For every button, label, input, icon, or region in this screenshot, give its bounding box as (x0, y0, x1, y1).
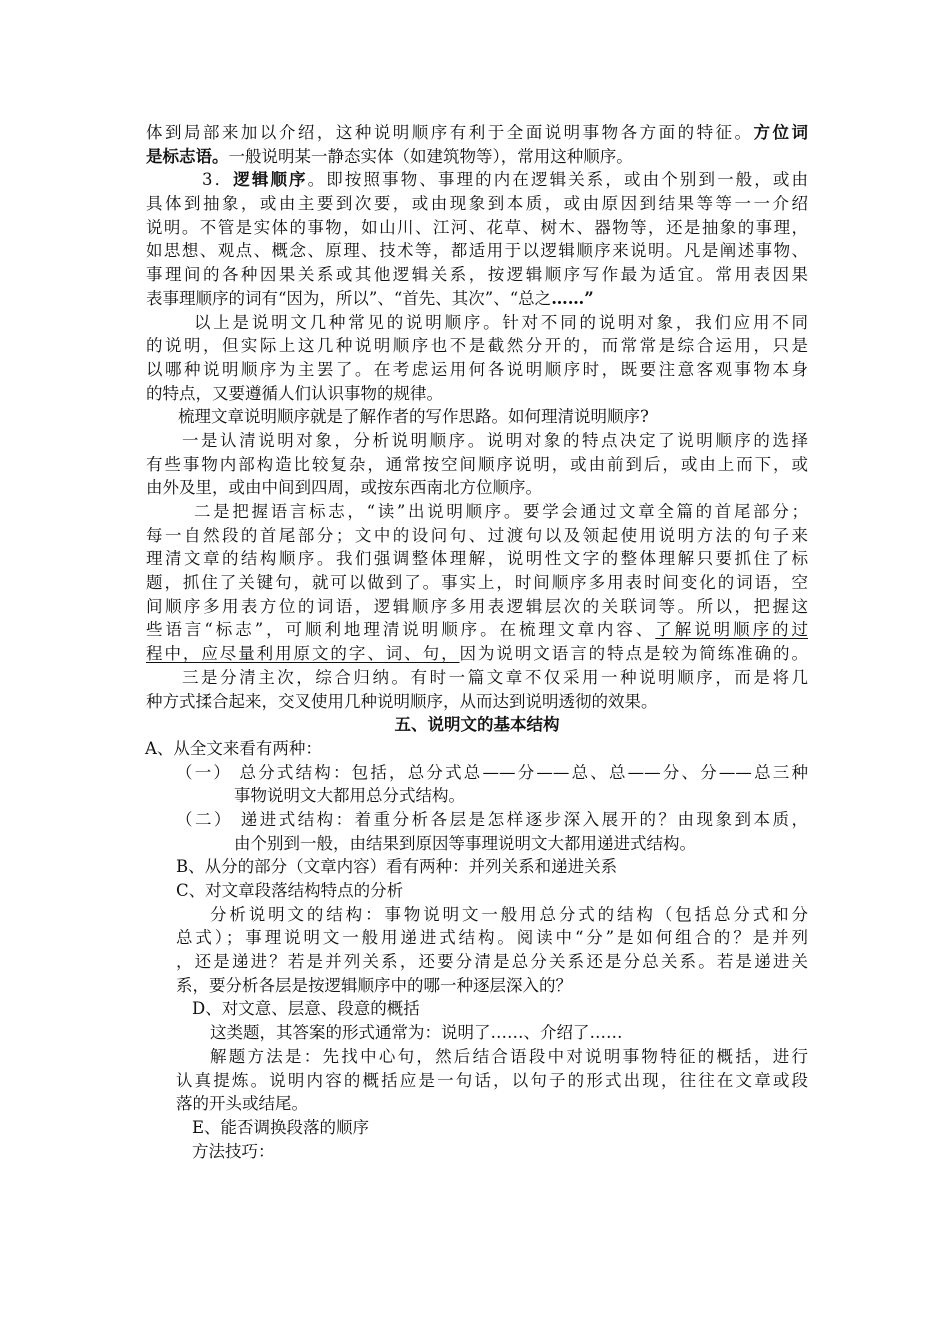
text-line (146, 524, 808, 548)
text-run: 因为说明文语言的特点是较为简练准确的。 (459, 644, 809, 664)
text-line (146, 666, 808, 690)
text-run: （一） 总分式结构：包括，总分式总——分——总、总——分、分——总三种 (176, 762, 808, 782)
text-run: C、对文章段落结构特点的分析 (176, 881, 404, 900)
text-run: 间顺序多用表方位的词语，逻辑顺序多用表逻辑层次的关联词等。所以，把握这 (146, 596, 808, 616)
text-line (146, 453, 808, 477)
text-line (146, 571, 808, 595)
bold-text: 五、说明文的基本结构 (394, 715, 560, 735)
text-line (146, 1092, 808, 1116)
text-line (146, 476, 808, 500)
text-run: 。即按照事物、事理的内在逻辑关系，或由个别到一般，或由 (307, 170, 808, 190)
text-line (146, 808, 808, 832)
text-run: 认真提炼。说明内容的概括应是一句话，以句子的形式出现，往往在文章或段 (176, 1070, 808, 1090)
text-run: 解题方法是：先找中心句，然后结合语段中对说明事物特征的概括，进行 (210, 1046, 808, 1066)
text-run: 系，要分析各层是按逻辑顺序中的哪一种逐层深入的？ (176, 975, 572, 995)
text-run: 落的开头或结尾。 (176, 1094, 308, 1114)
text-run: D、对文意、层意、段意的概括 (192, 999, 420, 1019)
text-run: 表事理顺序的词有“因为，所以”、“首先、其次”、“总之 (146, 288, 552, 308)
underlined-text: 程中，应尽量利用原文的字、词、句， (146, 644, 460, 664)
text-run: A、从全文来看有两种： (145, 738, 322, 758)
text-line (146, 855, 808, 879)
text-run: 每一自然段的首尾部分；文中的设问句、过渡句以及领起使用说明方法的句子来 (146, 525, 808, 545)
text-run: 梳理文章说明顺序就是了解作者的写作思路。如何理清说明顺序? (178, 407, 649, 427)
text-line (146, 382, 808, 406)
section-heading (146, 713, 808, 737)
text-run: 种方式揉合起来，交叉使用几种说明顺序，从而达到说明透彻的效果。 (146, 691, 658, 711)
text-line (146, 216, 808, 240)
text-line (146, 192, 808, 216)
text-line (146, 595, 808, 619)
text-line (146, 500, 808, 524)
text-line (146, 145, 808, 169)
text-line (146, 642, 808, 666)
text-line (146, 1069, 808, 1093)
text-line (146, 784, 808, 808)
text-line (146, 974, 808, 998)
text-run: 由个别到一般，由结果到原因等事理说明文大都用递进式结构。 (234, 833, 696, 853)
text-run: 一般说明某一静态实体（如建筑物等），常用这种顺序。 (228, 146, 633, 166)
text-line (146, 334, 808, 358)
text-run: 以哪种说明顺序为主罢了。在考虑运用何各说明顺序时，既要注意客观事物本身 (146, 359, 808, 379)
text-run: 体到局部来加以介绍，这种说明顺序有利于全面说明事物各方面的特征。 (146, 123, 754, 142)
text-line (146, 1045, 808, 1069)
text-line (146, 950, 808, 974)
text-run: 以上是说明文几种常见的说明顺序。针对不同的说明对象，我们应用不同 (194, 312, 808, 332)
text-run: 由外及里，或由中间到四周，或按东西南北方位顺序。 (146, 478, 542, 498)
document-body (146, 121, 808, 1163)
bold-text: 逻辑顺序 (233, 170, 308, 190)
text-line (146, 690, 808, 714)
text-run: 的特点，又要遵循人们认识事物的规律。 (146, 383, 443, 403)
text-run: 如思想、观点、概念、原理、技术等，都适用于以逻辑顺序来说明。凡是阐述事物、 (146, 241, 808, 261)
text-line (146, 1140, 808, 1164)
text-line (146, 1116, 808, 1140)
text-run: ，还是递进？若是并列关系，还要分清是总分关系还是分总关系。若是递进关 (176, 952, 808, 972)
text-line (146, 761, 808, 785)
text-run: 事物说明文大都用总分式结构。 (234, 786, 465, 806)
text-line (146, 832, 808, 856)
text-run: 总式）；事理说明文一般用递进式结构。阅读中“分”是如何组合的？是并列 (176, 928, 808, 948)
text-line (146, 926, 808, 950)
text-run: 说明。不管是实体的事物，如山川、江河、花草、树木、器物等，还是抽象的事理， (146, 217, 808, 237)
text-run: 具体到抽象，或由主要到次要，或由现象到本质，或由原因到结果等等一一介绍 (146, 194, 808, 214)
bold-text: 是标志语。 (146, 146, 229, 166)
text-line (146, 997, 808, 1021)
text-line (146, 618, 808, 642)
text-line (146, 263, 808, 287)
text-run: 理清文章的结构顺序。我们强调整体理解，说明性文字的整体理解只要抓住了标 (146, 549, 808, 569)
text-run: 二是把握语言标志，“读”出说明顺序。要学会通过文章全篇的首尾部分； (194, 502, 808, 521)
text-run: E、能否调换段落的顺序 (192, 1117, 370, 1137)
text-line (146, 547, 808, 571)
text-line (146, 287, 808, 311)
text-line (146, 1021, 808, 1045)
text-line (146, 405, 808, 429)
text-run: （二） 递进式结构：着重分析各层是怎样逐步深入展开的？由现象到本质， (176, 809, 808, 829)
text-line (146, 358, 808, 382)
text-line (146, 168, 808, 192)
text-run: 题，抓住了关键句，就可以做到了。事实上，时间顺序多用表时间变化的词语，空 (146, 573, 808, 593)
underlined-text: 了解说明顺序的过 (655, 620, 808, 640)
text-line (146, 121, 808, 145)
text-run: 事理间的各种因果关系或其他逻辑关系，按逻辑顺序写作最为适宜。常用表因果 (146, 265, 808, 285)
text-run: 有些事物内部构造比较复杂，通常按空间顺序说明，或由前到后，或由上而下，或 (146, 454, 808, 474)
text-run: 一是认清说明对象，分析说明顺序。说明对象的特点决定了说明顺序的选择 (182, 430, 808, 450)
text-line (146, 879, 808, 903)
text-line (146, 239, 808, 263)
text-run: 的说明，但实际上这几种说明顺序也不是截然分开的，而常常是综合运用，只是 (146, 336, 808, 356)
bold-text: ……” (551, 288, 594, 308)
text-run: 分析说明文的结构：事物说明文一般用总分式的结构（包括总分式和分 (210, 904, 808, 924)
text-line (146, 903, 808, 927)
text-line (146, 429, 808, 453)
text-run: 这类题，其答案的形式通常为：说明了……、介绍了…… (210, 1023, 623, 1043)
text-run: 3． (202, 170, 234, 190)
text-run: 方法技巧： (192, 1141, 275, 1161)
bold-text: 方位词 (753, 123, 809, 142)
text-line (146, 311, 808, 335)
text-line (145, 737, 808, 761)
text-run: B、从分的部分（文章内容）看有两种：并列关系和递进关系 (176, 857, 618, 877)
text-run: 些语言“标志”，可顺利地理清说明顺序。在梳理文章内容、 (146, 620, 656, 640)
text-run: 三是分清主次，综合归纳。有时一篇文章不仅采用一种说明顺序，而是将几 (182, 667, 808, 687)
